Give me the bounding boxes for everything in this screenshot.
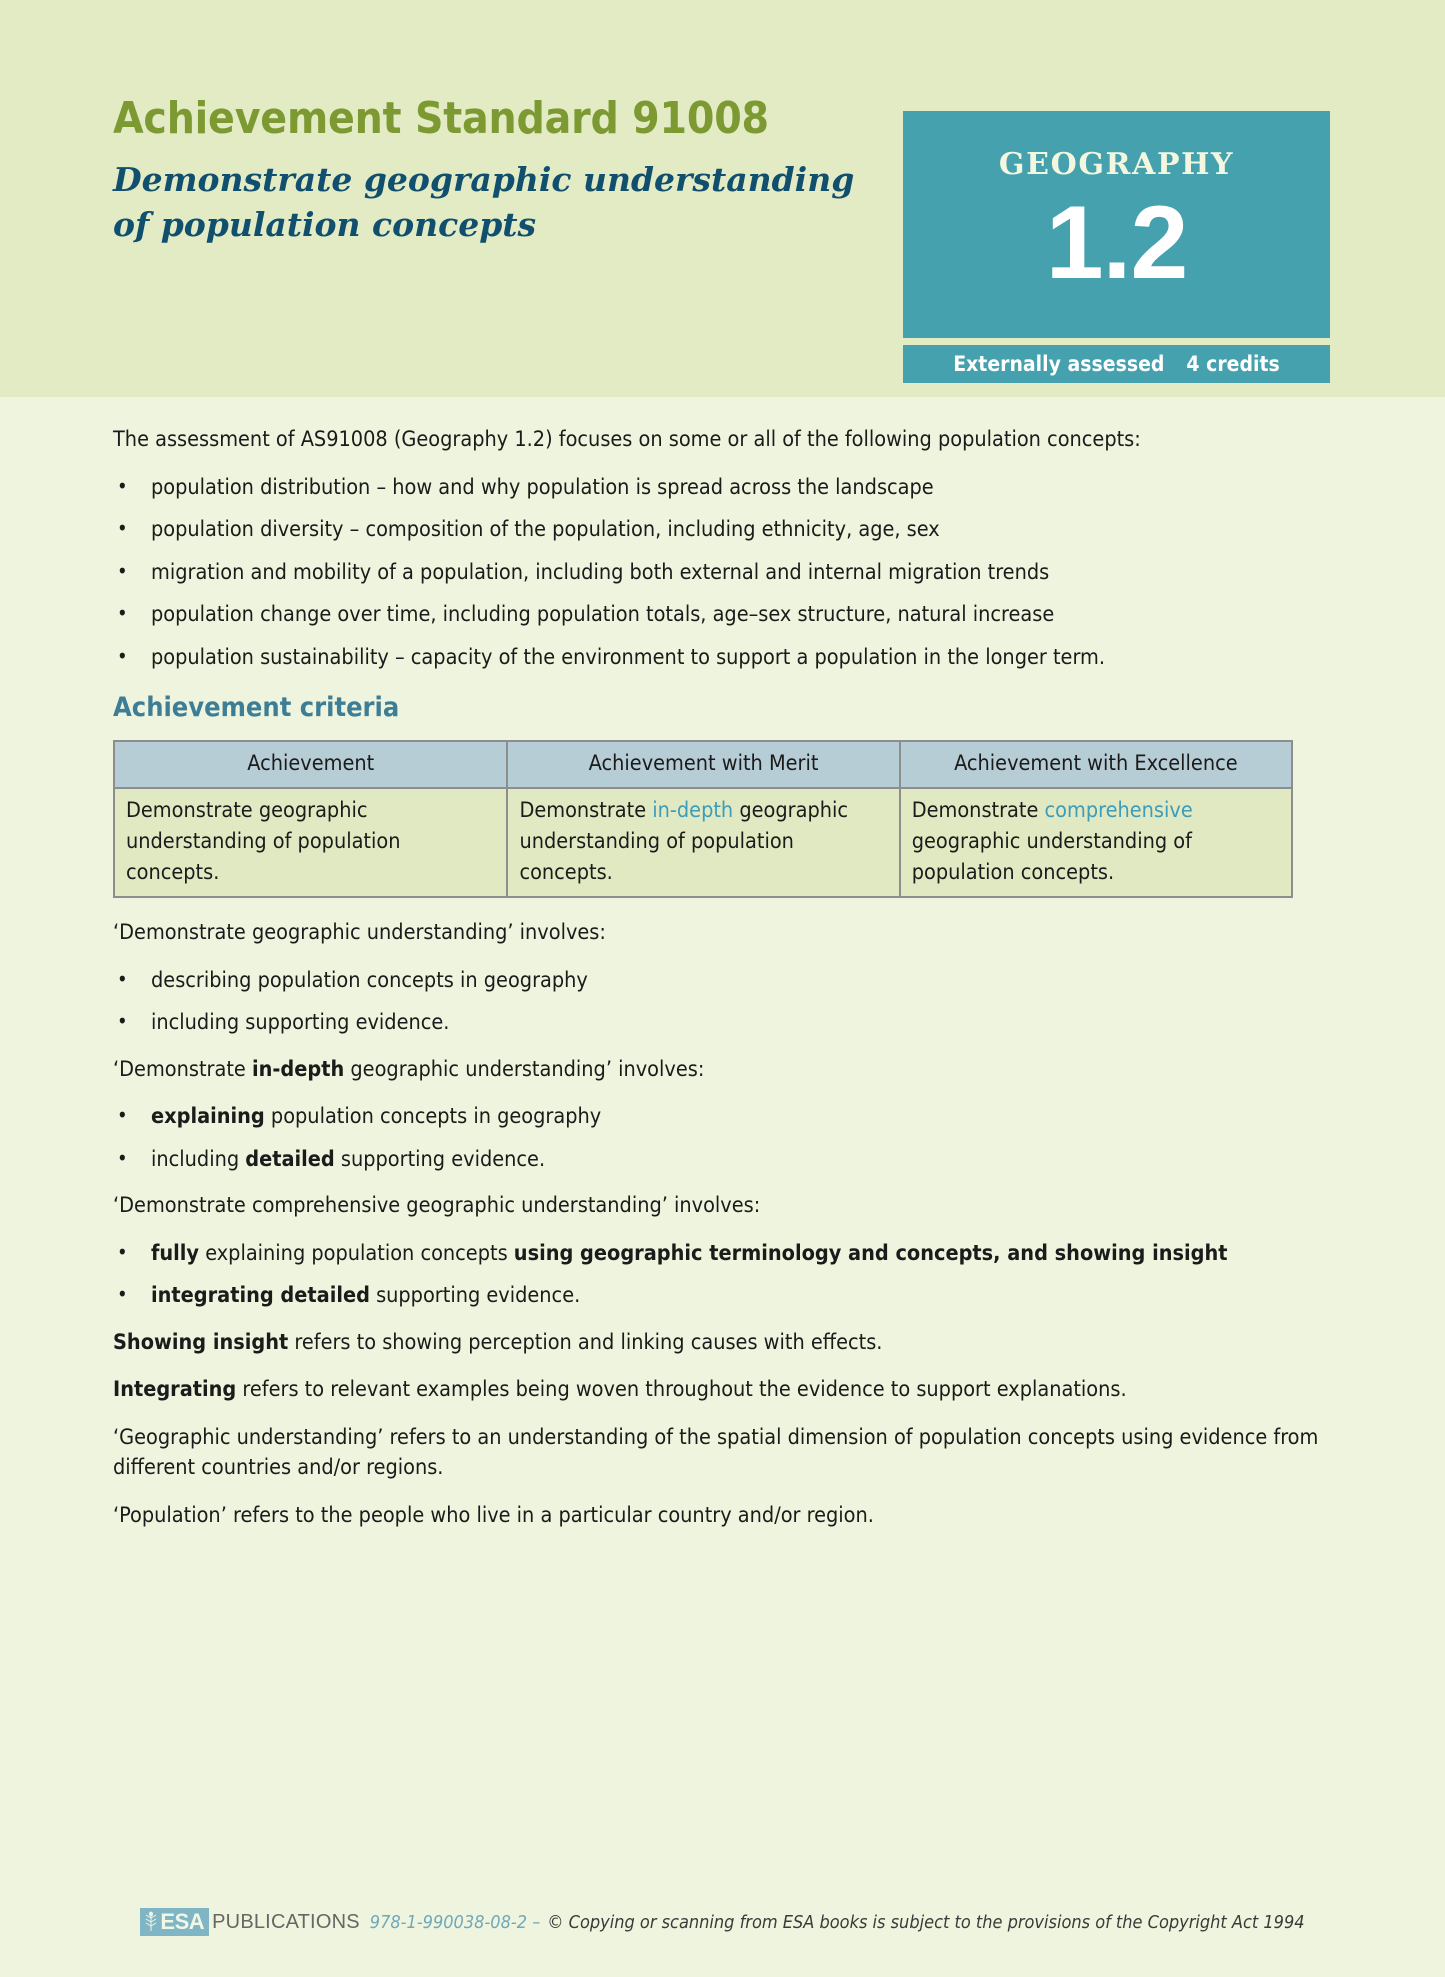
- definition-integrating: [113, 1375, 1328, 1406]
- list-item: [113, 1102, 1328, 1133]
- explanation-bullets-excellence: [113, 1239, 1328, 1312]
- criteria-cell-merit: [507, 788, 899, 897]
- subject-level-number: 1.2: [1045, 185, 1188, 301]
- bullet-text-bold: detailed: [245, 1146, 335, 1172]
- section-heading-achievement-criteria: Achievement criteria: [113, 692, 400, 724]
- subject-name-label: GEOGRAPHY: [998, 147, 1235, 182]
- definition-text: refers to showing perception and linking causes with effects.: [288, 1329, 883, 1355]
- publications-label: PUBLICATIONS: [212, 1910, 360, 1933]
- page-subtitle: Demonstrate geographic understanding of population concepts: [113, 160, 855, 244]
- main-content: [113, 425, 1328, 1548]
- lead-text-pre: ‘Demonstrate: [113, 1056, 252, 1082]
- page-title: Achievement Standard 91008: [113, 93, 769, 144]
- definition-showing-insight: [113, 1328, 1328, 1359]
- intro-bullet-list: [113, 473, 1328, 674]
- cell-text-pre: Demonstrate: [519, 798, 653, 824]
- bullet-text-bold: explaining: [151, 1104, 265, 1130]
- lead-text-post: geographic understanding’ involves:: [344, 1056, 705, 1082]
- explanation-lead-excellence: ‘Demonstrate comprehensive geographic understanding’ involves:: [113, 1193, 761, 1219]
- column-header-excellence: Achievement with Excellence: [900, 741, 1292, 788]
- list-item: • migration and mobility of a population, including both external and internal migration trends: [113, 558, 1328, 589]
- bullet-text: including supporting evidence.: [151, 1010, 450, 1036]
- achievement-criteria-table: [113, 740, 1293, 898]
- table-row: [114, 788, 1292, 897]
- cell-text-post: geographic understanding of population concepts.: [911, 829, 1192, 886]
- bullet-text-bold: integrating detailed: [151, 1283, 370, 1309]
- bullet-text-pre: including: [151, 1146, 246, 1172]
- bullet-text-post: supporting evidence.: [334, 1146, 546, 1172]
- esa-logo-text: ESA: [160, 1909, 205, 1934]
- explanation-lead-achievement: ‘Demonstrate geographic understanding’ involves:: [113, 920, 606, 946]
- cell-text-pre: Demonstrate geographic understanding of population concepts.: [126, 798, 401, 886]
- isbn-label: 978-1-990038-08-2 –: [369, 1911, 541, 1933]
- bullet-text-mid: explaining population concepts: [199, 1240, 514, 1266]
- esa-logo: [140, 1908, 209, 1936]
- bullet-text: describing population concepts in geography: [151, 967, 588, 993]
- assessment-info-bar: [903, 345, 1330, 383]
- assessment-type-label: Externally assessed: [953, 352, 1165, 376]
- list-item: [113, 1281, 1328, 1312]
- cell-text-highlight: in-depth: [652, 798, 734, 824]
- bullet-text-bold: fully: [151, 1240, 200, 1266]
- list-item: • population diversity – composition of the population, including ethnicity, age, sex: [113, 515, 1328, 546]
- intro-lead: The assessment of AS91008 (Geography 1.2) focuses on some or all of the following population concepts:: [113, 427, 1141, 452]
- table-header-row: [114, 741, 1292, 788]
- subject-badge: [903, 111, 1330, 338]
- lead-text-bold: in-depth: [251, 1056, 345, 1082]
- closing-paragraph-geographic-understanding: ‘Geographic understanding’ refers to an understanding of the spatial dimension of population concepts using evidence from different countries and/or regions.: [113, 1424, 1319, 1481]
- bullet-text-post: supporting evidence.: [369, 1283, 581, 1309]
- cell-text-post: geographic understanding of population concepts.: [519, 798, 848, 886]
- list-item: • population distribution – how and why population is spread across the landscape: [113, 473, 1328, 504]
- credits-label: 4 credits: [1186, 352, 1280, 376]
- list-item: • population sustainability – capacity of the environment to support a population in the longer term.: [113, 643, 1328, 674]
- criteria-cell-achievement: [114, 788, 507, 897]
- list-item: [113, 1145, 1328, 1176]
- explanation-bullets-merit: [113, 1102, 1328, 1175]
- page-footer: [0, 1908, 1445, 1936]
- cell-text-pre: Demonstrate: [911, 798, 1045, 824]
- cell-text-highlight: comprehensive: [1044, 798, 1193, 824]
- closing-paragraph-population: ‘Population’ refers to the people who live in a particular country and/or region.: [113, 1502, 874, 1528]
- definition-term: Showing insight: [113, 1329, 289, 1355]
- criteria-cell-excellence: [900, 788, 1292, 897]
- list-item: [113, 1008, 1328, 1039]
- leaf-icon: [143, 1911, 159, 1933]
- definition-text: refers to relevant examples being woven throughout the evidence to support explanations.: [236, 1377, 1127, 1403]
- explanation-bullets-achievement: [113, 966, 1328, 1039]
- definition-term: Integrating: [113, 1377, 237, 1403]
- column-header-achievement: Achievement: [114, 741, 507, 788]
- explanation-lead-merit: [113, 1055, 1328, 1086]
- bullet-text-post: population concepts in geography: [264, 1104, 602, 1130]
- list-item: [113, 966, 1328, 997]
- copyright-notice: © Copying or scanning from ESA books is subject to the provisions of the Copyright Act 1994: [547, 1911, 1305, 1933]
- column-header-merit: Achievement with Merit: [507, 741, 899, 788]
- bullet-text-bold2: using geographic terminology and concepts, and showing insight: [513, 1240, 1228, 1266]
- list-item: • population change over time, including population totals, age–sex structure, natural increase: [113, 600, 1328, 631]
- list-item: [113, 1239, 1328, 1270]
